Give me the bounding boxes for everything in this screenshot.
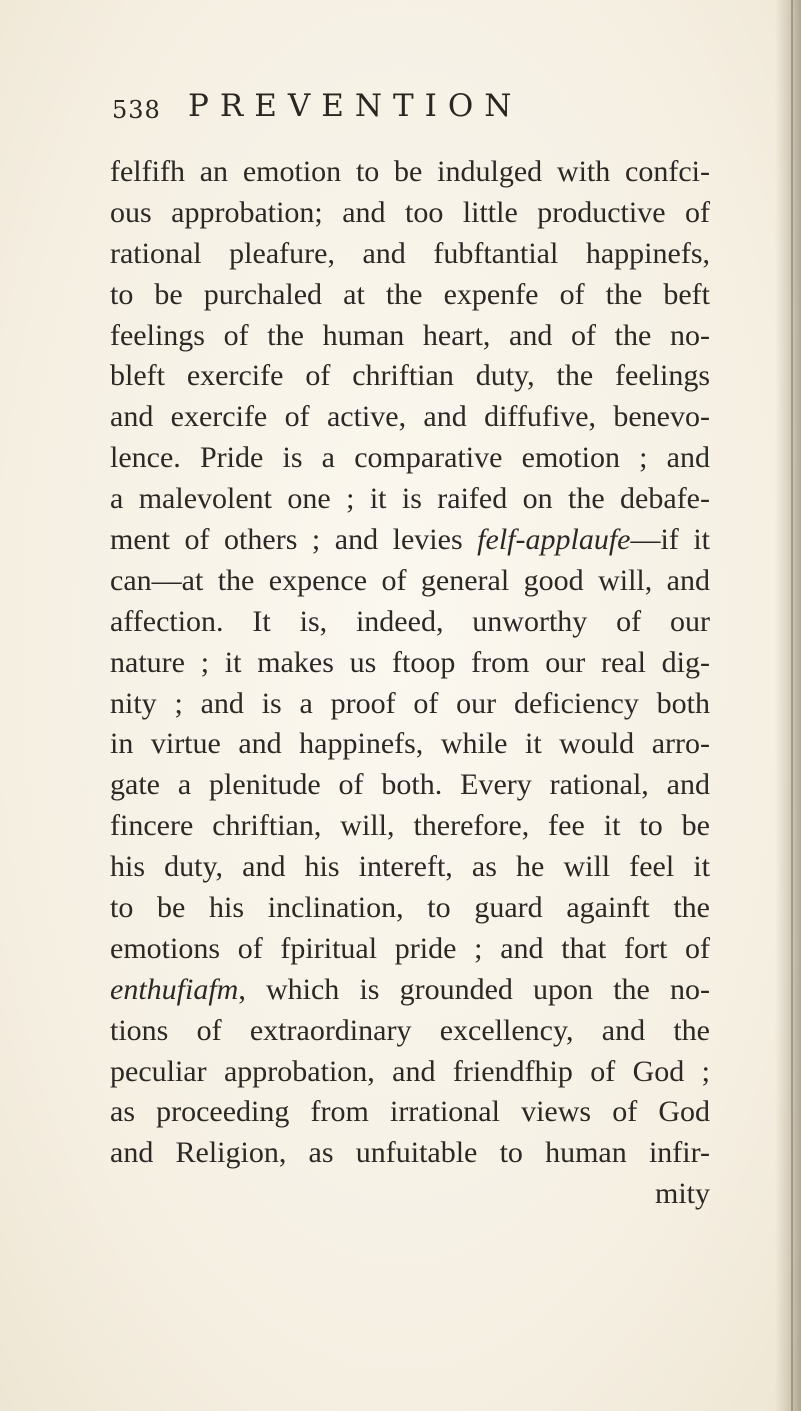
text-line: nature ; it makes us ftoop from our real dig- bbox=[110, 645, 710, 679]
text-line: can—at the expence of general good will, and bbox=[110, 563, 710, 597]
text-line: gate a plenitude of both. Every rational, and bbox=[110, 768, 710, 802]
text-line: fincere chriftian, will, therefore, fee it to be bbox=[110, 809, 710, 843]
italic-phrase: felf-applaufe bbox=[477, 523, 631, 557]
text-line: to be purchaled at the expenfe of the beft bbox=[110, 277, 710, 311]
text-line: to be his inclination, to guard againft the bbox=[110, 891, 710, 925]
running-head bbox=[112, 88, 732, 138]
text-line: his duty, and his intereft, as he will feel it bbox=[110, 850, 710, 884]
text-line: nity ; and is a proof of our deficiency both bbox=[110, 686, 710, 720]
text-line: enthufiafm, which is grounded upon the no- bbox=[110, 972, 710, 1006]
text-line: ous approbation; and too little productive of bbox=[110, 195, 710, 229]
text-line: affection. It is, indeed, unworthy of our bbox=[110, 604, 710, 638]
text-line: peculiar approbation, and friendfhip of God ; bbox=[110, 1054, 710, 1088]
text-line: bleft exercife of chriftian duty, the feelings bbox=[110, 359, 710, 393]
text-line: a malevolent one ; it is raifed on the debafe- bbox=[110, 482, 710, 516]
text-line: and Religion, as unfuitable to human infir- bbox=[110, 1136, 710, 1170]
text-line: lence. Pride is a comparative emotion ; and bbox=[110, 441, 710, 475]
text-line: feelings of the human heart, and of the no- bbox=[110, 318, 710, 352]
text-line: tions of extraordinary excellency, and the bbox=[110, 1013, 710, 1047]
running-title: PREVENTION bbox=[188, 88, 523, 124]
text-line: emotions of fpiritual pride ; and that fort of bbox=[110, 931, 710, 965]
text-line: rational pleafure, and fubftantial happinefs, bbox=[110, 236, 710, 270]
text-line: ment of others ; and levies felf-applaufe—if it bbox=[110, 523, 711, 557]
page-number: 538 bbox=[112, 96, 161, 124]
text-line: felfifh an emotion to be indulged with confci- bbox=[110, 155, 710, 188]
italic-phrase: enthufiafm bbox=[110, 972, 239, 1006]
body-text bbox=[110, 152, 710, 1215]
page-edge-shadow bbox=[775, 0, 801, 1411]
text-line: and exercife of active, and diffufive, benevo- bbox=[110, 400, 710, 434]
page-edge-line bbox=[791, 0, 793, 1411]
text-line: in virtue and happinefs, while it would arro- bbox=[110, 727, 710, 761]
text-line: as proceeding from irrational views of God bbox=[110, 1095, 710, 1129]
catchword: mity bbox=[654, 1177, 710, 1211]
